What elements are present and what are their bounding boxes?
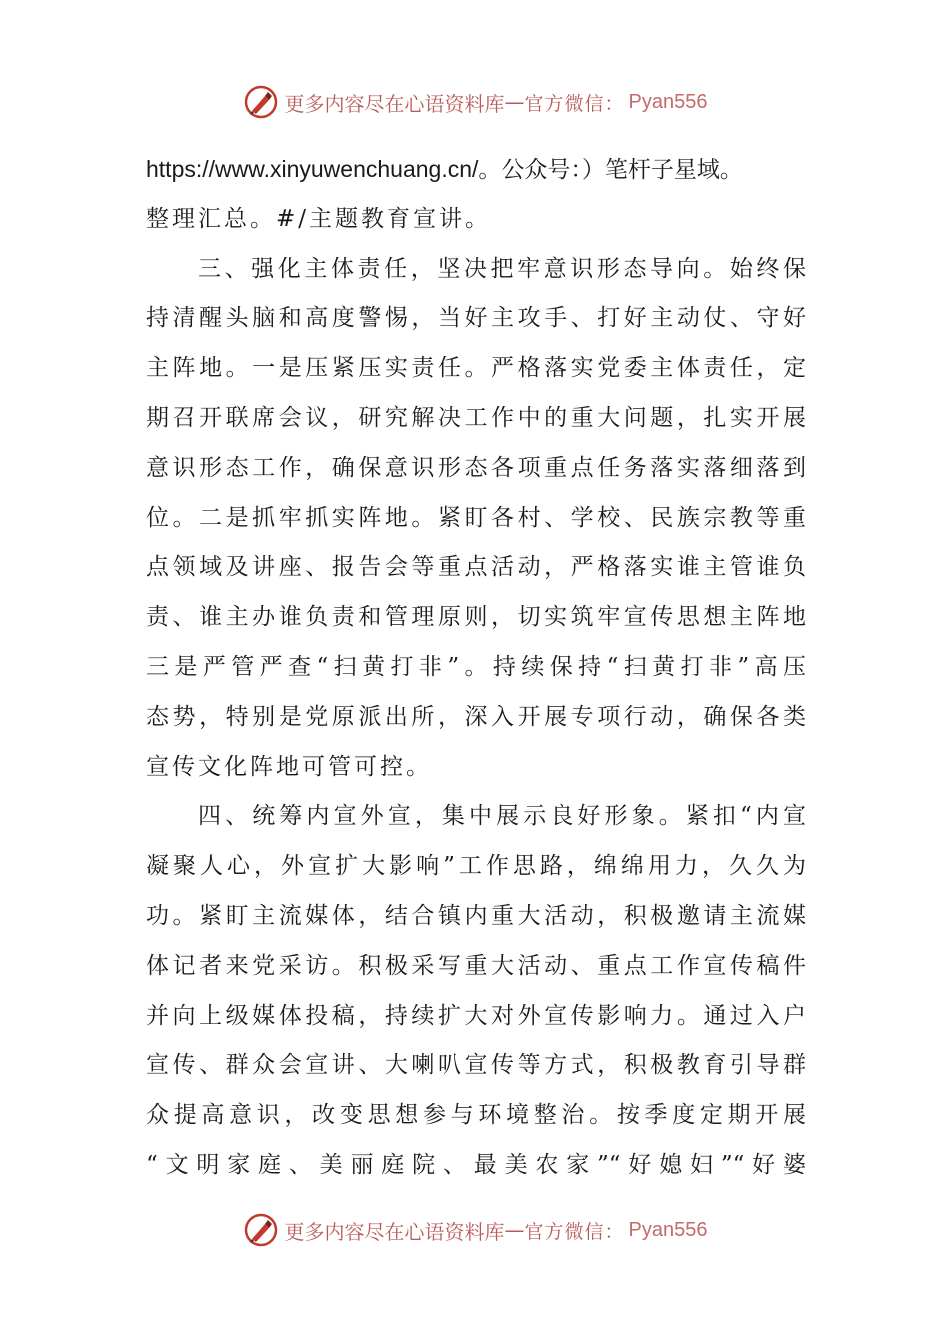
body-line: 点领域及讲座、报告会等重点活动，严格落实谁主管谁负 — [146, 554, 806, 581]
body-line: 整理汇总。#/主题教育宣讲。 — [146, 205, 492, 232]
banner-title: 更多内容尽在心语资料库 — [284, 1219, 505, 1244]
banner-title: 更多内容尽在心语资料库 — [284, 91, 505, 116]
body-line: 意识形态工作，确保意识形态各项重点任务落实落细落到 — [146, 454, 806, 481]
body-line: 体记者来党采访。积极采写重大活动、重点工作宣传稿件 — [146, 952, 806, 979]
document-body — [146, 145, 806, 1191]
body-line: 态势，特别是党原派出所，深入开展专项行动，确保各类 — [146, 703, 806, 730]
banner-wechat-label: 官方微信： — [524, 92, 625, 115]
banner-dash: — — [504, 1218, 525, 1242]
body-line: 期召开联席会议，研究解决工作中的重大问题，扎实开展 — [146, 404, 806, 431]
body-line: 功。紧盯主流媒体，结合镇内重大活动，积极邀请主流媒 — [146, 902, 806, 929]
body-line: 持清醒头脑和高度警惕，当好主攻手、打好主动仗、守好 — [146, 305, 806, 332]
footer-banner — [0, 1208, 950, 1252]
body-line: 宣传、群众会宣讲、大喇叭宣传等方式，积极教育引导群 — [146, 1052, 806, 1079]
paragraph-start-line: 三、强化主体责任，坚决把牢意识形态导向。始终保 — [198, 255, 806, 282]
body-line: 三是严管严查“扫黄打非”。持续保持“扫黄打非”高压 — [146, 653, 806, 680]
body-line: “文明家庭、美丽庭院、最美农家”“好媳妇”“好婆 — [146, 1151, 806, 1178]
header-banner — [0, 80, 950, 124]
body-line: 众提高意识，改变思想参与环境整治。按季度定期开展 — [146, 1102, 806, 1129]
body-line: 宣传文化阵地可管可控。 — [146, 753, 432, 780]
pen-logo-icon — [243, 1212, 279, 1248]
banner-wechat-label: 官方微信： — [524, 1220, 625, 1243]
banner-wechat-id: Pyan556 — [628, 90, 708, 113]
body-line: 主阵地。一是压紧压实责任。严格落实党委主体责任，定 — [146, 355, 806, 382]
body-line: 凝聚人心，外宣扩大影响”工作思路，绵绵用力，久久为 — [146, 853, 806, 880]
paragraph-start-line: 四、统筹内宣外宣，集中展示良好形象。紧扣“内宣 — [198, 803, 806, 830]
banner-wechat-id: Pyan556 — [628, 1218, 708, 1241]
body-line: 责、谁主办谁负责和管理原则，切实筑牢宣传思想主阵地 — [146, 604, 806, 631]
body-line: 位。二是抓牢抓实阵地。紧盯各村、学校、民族宗教等重 — [146, 504, 806, 531]
pen-logo-icon — [243, 84, 279, 120]
banner-dash: — — [504, 90, 525, 114]
body-line: https://www.xinyuwenchuang.cn/。公众号：）笔杆子星域。 — [146, 156, 743, 182]
body-line: 并向上级媒体投稿，持续扩大对外宣传影响力。通过入户 — [146, 1002, 806, 1029]
